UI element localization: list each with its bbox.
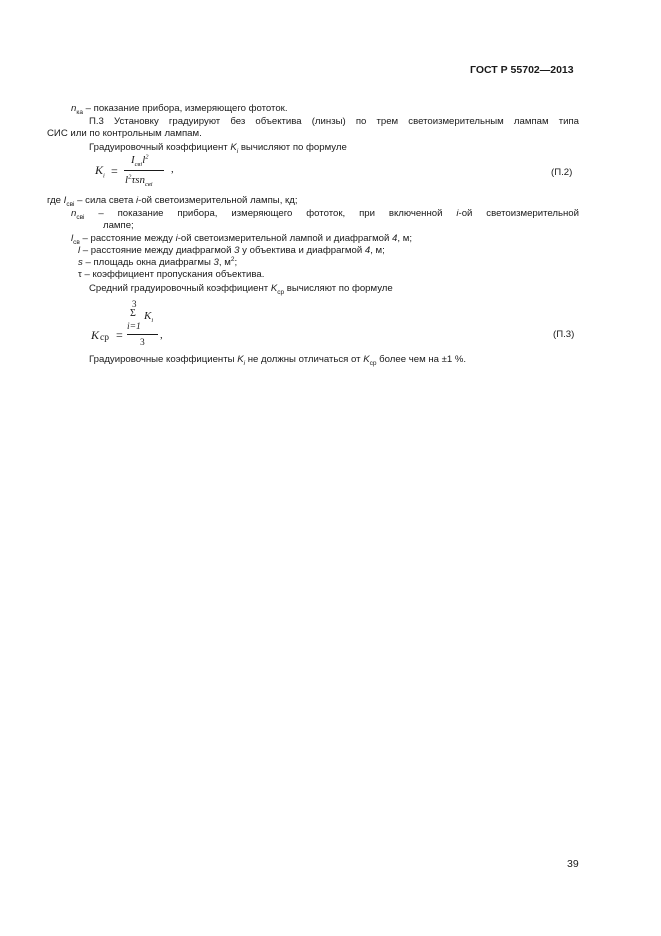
where-post: – сила света: [74, 195, 137, 206]
p2-num-sup: 2: [145, 153, 149, 161]
p3-sum-var-k: K: [144, 310, 152, 322]
lsv-4: 4: [392, 233, 398, 244]
ki-intro: [89, 142, 347, 154]
p2-numerator: [131, 153, 149, 169]
p2-den-sub: свi: [145, 181, 153, 189]
s-text-a: – площадь окна диафрагмы: [82, 257, 214, 268]
where-pre: где: [47, 195, 64, 206]
p3-denominator: 3: [140, 338, 145, 348]
p2-label: (П.2): [551, 167, 573, 178]
p2-equals: =: [111, 164, 118, 178]
sub-svi: свi: [66, 200, 75, 208]
var-s: s: [78, 257, 83, 268]
p2-num-l: l: [142, 154, 146, 166]
var-n2: n: [71, 208, 77, 219]
lsv-definition: [71, 233, 412, 245]
var-l: l: [71, 233, 74, 244]
final-mid: не должны отличаться от: [245, 354, 364, 365]
p2-lhs: [95, 163, 105, 178]
nka-text: – показание прибора, измеряющего фототок.: [82, 103, 288, 114]
lsv-i: i: [175, 233, 178, 244]
var-i-big: I: [63, 195, 67, 206]
p3-comma: ,: [160, 329, 163, 341]
p3-sum-var-sub: i: [151, 317, 154, 325]
l-4: 4: [364, 245, 371, 256]
ki-intro-pre: Градуировочный коэффициент: [89, 142, 231, 153]
l-text-c: , м;: [370, 245, 385, 256]
lsv-text-c: , м;: [397, 233, 412, 244]
var-k: K: [230, 142, 237, 153]
ki-intro-post: вычисляют по формуле: [238, 142, 347, 153]
p2-lhs-sub: i: [103, 172, 105, 180]
where-end: -ой светоизмерительной лампы, кд;: [138, 195, 298, 206]
p3-label: (П.3): [553, 329, 575, 340]
nsvi-definition-line-2: лампе;: [103, 220, 134, 231]
sub-ka: ка: [76, 108, 83, 116]
s-sup: 2: [230, 255, 235, 263]
var-k2: K: [270, 283, 278, 294]
p3-sum-var: [144, 310, 154, 325]
p2-num-sub: свi: [134, 161, 143, 169]
final-sub-i: i: [243, 359, 246, 367]
p3-lhs-var: K: [91, 328, 100, 342]
where-i: i: [136, 195, 139, 206]
nka-definition: [71, 103, 288, 115]
final-var-k: K: [237, 354, 244, 365]
s-text-c: ;: [234, 257, 238, 268]
s-3: 3: [213, 257, 219, 268]
final-var-k2: K: [363, 354, 370, 365]
var-l2: l: [78, 245, 81, 256]
ksr-intro-pre: Средний градуировочный коэффициент: [89, 283, 271, 294]
isvi-definition: [47, 195, 298, 207]
nsvi-text-b: -ой светоизмерительной: [458, 208, 579, 219]
var-n: n: [71, 103, 77, 114]
sub-svi2: свi: [76, 213, 85, 221]
nsvi-text-a: – показание прибора, измеряющего фототок, при включенной: [84, 208, 457, 219]
p3-fraction-bar: [127, 334, 158, 335]
p2-comma: ,: [171, 163, 174, 175]
final-post: более чем на ±1 %.: [376, 354, 467, 365]
l-text-a: – расстояние между диафрагмой: [80, 245, 235, 256]
p3-line-1: П.3 Установку градуируют без объектива (линзы) по трем светоизмерительным лампам типа: [89, 116, 579, 127]
final-pre: Градуировочные коэффициенты: [89, 354, 238, 365]
s-text-b: , м: [218, 257, 231, 268]
p3-equals: =: [116, 328, 123, 342]
tau-definition: τ – коэффициент пропускания объектива.: [78, 269, 265, 280]
l-3: 3: [234, 245, 240, 256]
l-text-b: у объектива и диафрагмой: [239, 245, 365, 256]
nsvi-i: i: [456, 208, 459, 219]
p3-sum-sign: Σ: [130, 308, 136, 319]
ksr-intro-post: вычисляют по формуле: [284, 283, 393, 294]
p2-den-sup: 2: [128, 173, 132, 181]
p2-lhs-var: K: [95, 163, 104, 177]
sub-sr: ср: [277, 288, 285, 296]
p3-sum-bottom: i=1: [127, 322, 141, 332]
final-sentence: [89, 354, 466, 366]
p3-line-2: СИС или по контрольным лампам.: [47, 128, 202, 139]
nsvi-definition-line-1: [71, 208, 579, 220]
p2-fraction-bar: [124, 170, 164, 171]
sub-i: i: [236, 147, 239, 155]
lsv-text-a: – расстояние между: [79, 233, 176, 244]
p2-denominator: [125, 173, 153, 189]
p3-lhs-sub: ср: [100, 333, 109, 343]
document-header: ГОСТ Р 55702—2013: [470, 64, 574, 76]
ksr-intro: [89, 283, 393, 295]
p2-den-l: l: [125, 174, 129, 186]
s-definition: [78, 257, 237, 269]
lsv-text-b: -ой светоизмерительной лампой и диафрагмой: [177, 233, 393, 244]
p3-sum-top: 3: [132, 299, 137, 309]
p2-num-var: I: [131, 154, 135, 166]
sub-sv: св: [73, 238, 80, 246]
final-sub-sr: ср: [369, 359, 377, 367]
page-number: 39: [567, 858, 579, 870]
p2-den-rest: τsn: [131, 174, 146, 186]
